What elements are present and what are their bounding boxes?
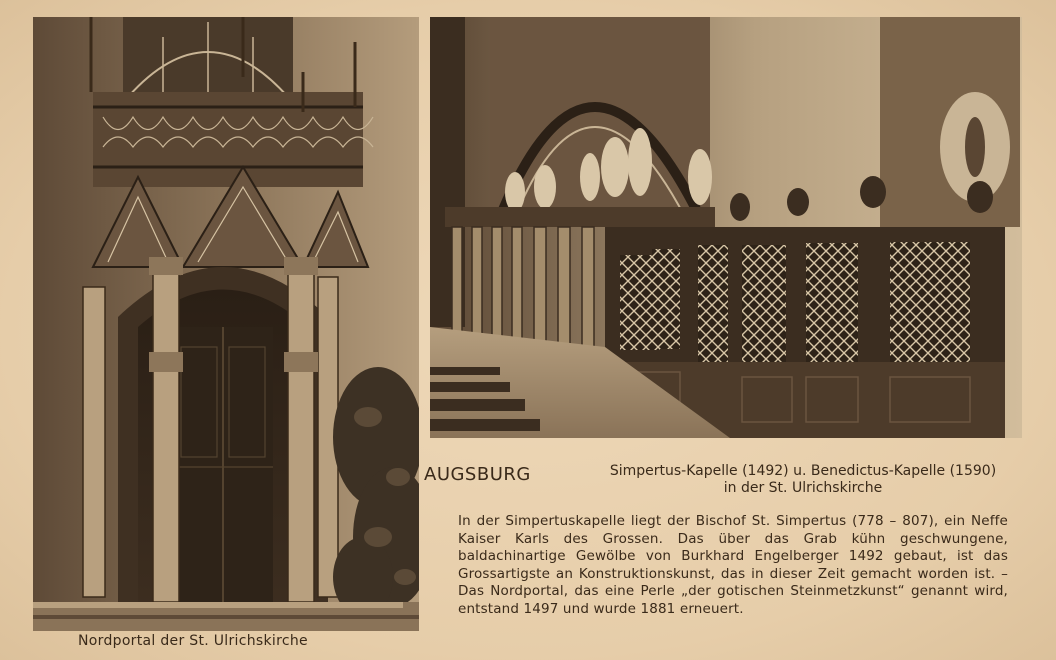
city-title: AUGSBURG	[424, 464, 531, 485]
chapel-interior-photo	[430, 17, 1022, 438]
description-text: In der Simpertuskapelle liegt der Bischof St. Simpertus (778 – 807), ein Neffe Kaiser Karls des Grossen. Das über das Grab kühn geschwungene, baldachinartige Gewölbe von Burkhard Engelberger 1492 gebaut, ist das Grossartigste an Konstruktionskunst, das in dieser Zeit gemacht worden ist. – Das Nordportal, das eine Perle „der gotischen Steinmetzkunst“ genannt wird, entstand 1497 und wurde 1881 erneuert.	[458, 513, 1008, 617]
heading-line-2: in der St. Ulrichskirche	[723, 480, 883, 496]
heading-line-1: Simpertus-Kapelle (1492) u. Benedictus-Kapelle (1590)	[609, 463, 997, 479]
north-portal-photo	[33, 17, 419, 631]
left-photo-caption: Nordportal der St. Ulrichskirche	[78, 633, 308, 649]
photo-heading	[560, 463, 1046, 497]
